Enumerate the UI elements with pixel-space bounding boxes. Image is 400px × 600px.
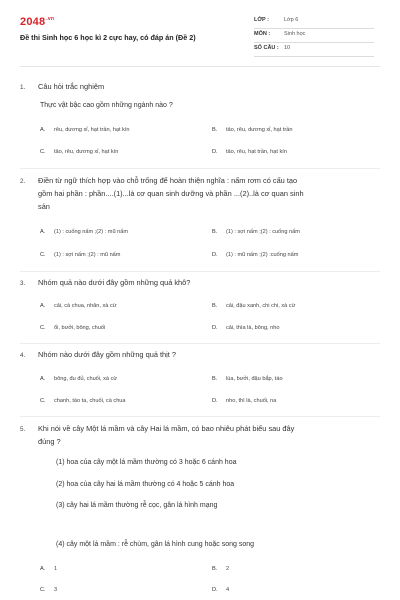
- statement-3: (3) cây hai lá mầm thường rễ cọc, gân lá hình mạng: [56, 502, 218, 509]
- question-text-line: Điền từ ngữ thích hợp vào chỗ trống để hoàn thiện nghĩa : nấm rơm có cấu tạo: [38, 176, 298, 185]
- meta-value: Sinh học: [284, 31, 306, 37]
- question-number: 3.: [20, 280, 26, 287]
- meta-row-count: [254, 42, 374, 57]
- option-d[interactable]: D. 4: [212, 587, 230, 593]
- site-logo[interactable]: [20, 16, 54, 28]
- option-b[interactable]: B. (1) : sợi nấm ;(2) : cuống nấm: [212, 229, 300, 235]
- option-d[interactable]: D. nho, thì là, chuối, na: [212, 398, 277, 404]
- header-divider: [20, 66, 380, 67]
- meta-key: SỐ CÂU :: [254, 45, 279, 51]
- exam-title: Đề thi Sinh học 6 học kì 2 cực hay, có đáp án (Đề 2): [20, 33, 196, 42]
- question-divider: [20, 271, 380, 272]
- question-subtext: Thực vật bậc cao gồm những ngành nào ?: [40, 102, 173, 109]
- exam-header: [0, 0, 400, 62]
- option-c[interactable]: C. ổi, bưởi, bông, chuối: [40, 325, 106, 331]
- question-divider: [20, 416, 380, 417]
- statement-4: (4) cây một lá mầm : rễ chùm, gân lá hình cung hoặc song song: [56, 541, 255, 548]
- option-d[interactable]: D. (1) : mũ nấm ;(2) :cuống nấm: [212, 252, 299, 258]
- option-c[interactable]: C. (1) : sợi nấm ;(2) : mũ nấm: [40, 252, 121, 258]
- logo-text: 2048: [20, 16, 46, 28]
- question-divider: [20, 343, 380, 344]
- option-a[interactable]: A. rêu, dương xỉ, hạt trần, hạt kín: [40, 127, 130, 133]
- question-text: Nhóm nào dưới đây gồm những quả thịt ?: [38, 350, 177, 359]
- question-divider: [20, 168, 380, 169]
- question-number: 4.: [20, 352, 26, 359]
- option-b[interactable]: B. lúa, bưởi, đậu bắp, táo: [212, 376, 283, 382]
- meta-key: MÔN :: [254, 31, 271, 37]
- question-number: 5.: [20, 426, 26, 433]
- statement-2: (2) hoa của cây hai lá mầm thường có 4 hoặc 5 cánh hoa: [56, 481, 235, 488]
- option-b[interactable]: B. 2: [212, 566, 230, 572]
- option-c[interactable]: C. chanh, táo ta, chuối, cà chua: [40, 398, 126, 404]
- meta-value: 10: [284, 45, 291, 51]
- question-text-line: sản: [38, 202, 50, 211]
- logo-suffix: .vn: [46, 16, 55, 23]
- option-a[interactable]: A. bông, đu đủ, chuối, xà cừ: [40, 376, 118, 382]
- option-a[interactable]: A. 1: [40, 566, 58, 572]
- meta-row-subject: [254, 28, 374, 43]
- statement-1: (1) hoa của cây một lá mầm thường có 3 hoặc 6 cánh hoa: [56, 459, 237, 466]
- meta-row-grade: [254, 14, 374, 29]
- option-d[interactable]: D. cải, thìa là, bông, nho: [212, 325, 280, 331]
- question-text-line: đúng ?: [38, 437, 61, 446]
- question-text-line: gồm hai phần : phần....(1)...là cơ quan sinh dưỡng và phần ...(2)..là cơ quan sinh: [38, 189, 304, 198]
- meta-key: LỚP :: [254, 17, 269, 23]
- option-c[interactable]: C. tảo, rêu, dương xỉ, hạt kín: [40, 149, 119, 155]
- option-a[interactable]: A. cải, cà chua, nhãn, xà cừ: [40, 303, 117, 309]
- option-d[interactable]: D. tảo, rêu, hạt trần, hạt kín: [212, 149, 287, 155]
- question-text: Nhóm quả nào dưới đây gồm những quả khô?: [38, 278, 191, 287]
- meta-value: Lớp 6: [284, 17, 299, 23]
- option-b[interactable]: B. tảo, rêu, dương xỉ, hạt trần: [212, 127, 293, 133]
- option-b[interactable]: B. cải, đậu xanh, chi chi, xà cừ: [212, 303, 296, 309]
- option-c[interactable]: C. 3: [40, 587, 58, 593]
- question-number: 2.: [20, 178, 26, 185]
- question-number: 1.: [20, 84, 26, 91]
- question-text-line: Khi nói về cây Một lá mầm và cây Hai lá mầm, có bao nhiêu phát biểu sau đây: [38, 424, 295, 433]
- option-a[interactable]: A. (1) : cuống nấm ;(2) : mũ nấm: [40, 229, 128, 235]
- question-text: Câu hỏi trắc nghiệm: [38, 82, 105, 91]
